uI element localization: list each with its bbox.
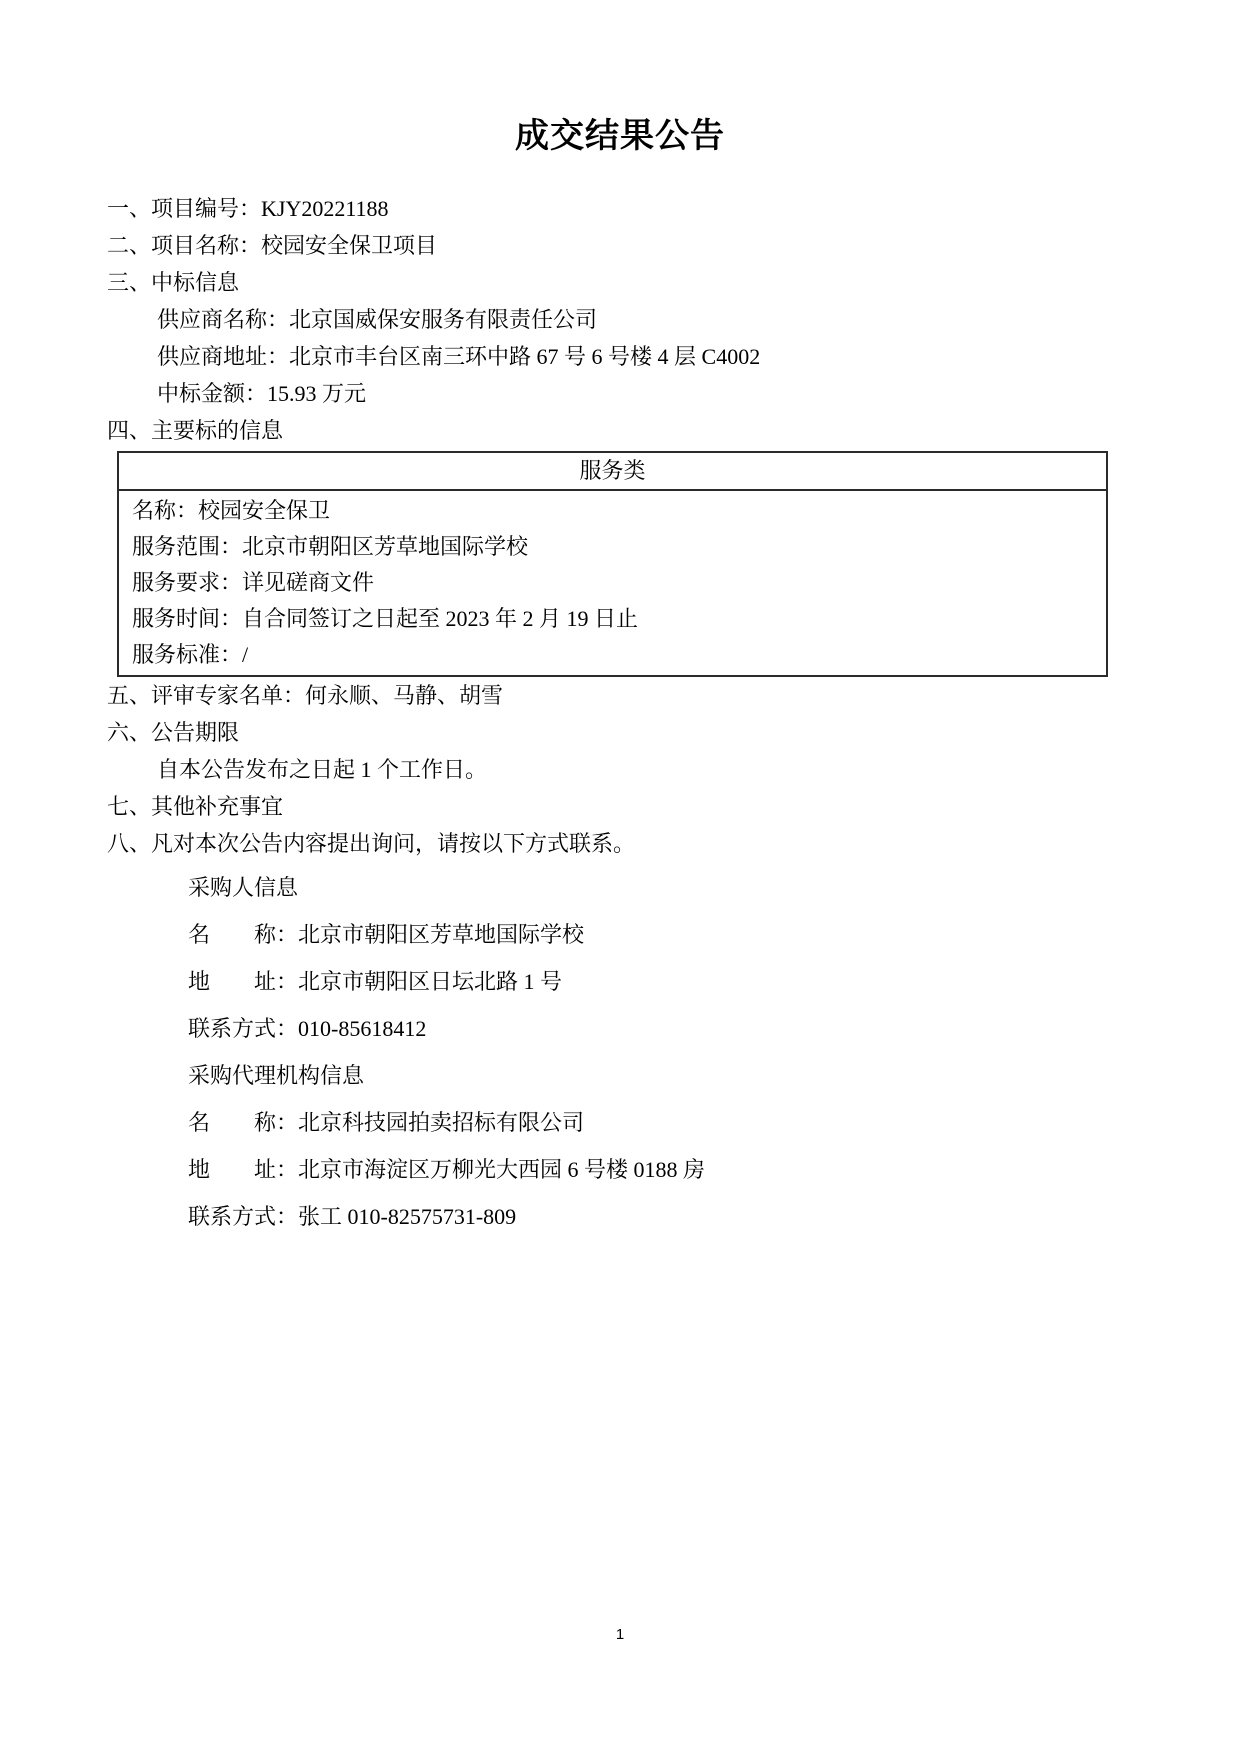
section-number: 八、 xyxy=(107,831,152,856)
award-amount: 15.93 万元 xyxy=(267,381,367,406)
supplier-address: 北京市丰台区南三环中路 67 号 6 号楼 4 层 C4002 xyxy=(289,344,761,369)
table-row xyxy=(132,601,1094,637)
table-row xyxy=(132,529,1094,565)
section-list-bottom xyxy=(107,677,1133,862)
supplier-address-line xyxy=(107,338,1133,375)
row-value: / xyxy=(242,642,249,667)
section-label: 项目编号： xyxy=(151,196,262,221)
section-four-heading xyxy=(107,412,1133,449)
field-label: 供应商地址： xyxy=(157,344,290,369)
supplier-name: 北京国威保安服务有限责任公司 xyxy=(289,307,598,332)
section-label: 项目名称： xyxy=(151,233,262,258)
section-heading: 中标信息 xyxy=(151,270,240,295)
field-label: 名 称： xyxy=(188,1110,299,1135)
section-label: 评审专家名单： xyxy=(151,683,306,708)
section-seven-heading xyxy=(107,788,1133,825)
field-label: 地 址： xyxy=(188,1157,299,1182)
section-number: 五、 xyxy=(107,683,152,708)
row-label: 服务时间： xyxy=(132,606,243,631)
purchaser-address-line xyxy=(188,958,1133,1005)
expert-list: 何永顺、马静、胡雪 xyxy=(305,683,504,708)
supplier-name-line xyxy=(107,301,1133,338)
section-number: 七、 xyxy=(107,794,152,819)
section-heading: 其他补充事宜 xyxy=(151,794,284,819)
section-five xyxy=(107,677,1133,714)
row-value: 校园安全保卫 xyxy=(198,498,331,523)
agency-heading: 采购代理机构信息 xyxy=(188,1063,365,1088)
section-number: 二、 xyxy=(107,233,152,258)
award-amount-line xyxy=(107,375,1133,412)
field-label: 供应商名称： xyxy=(157,307,290,332)
row-label: 服务范围： xyxy=(132,534,243,559)
row-label: 名称： xyxy=(132,498,199,523)
row-label: 服务标准： xyxy=(132,642,243,667)
contact-block xyxy=(107,864,1133,1240)
section-number: 三、 xyxy=(107,270,152,295)
purchaser-address: 北京市朝阳区日坛北路 1 号 xyxy=(298,969,563,994)
agency-name-line xyxy=(188,1099,1133,1146)
section-two xyxy=(107,227,1133,264)
announcement-period-line: 自本公告发布之日起 1 个工作日。 xyxy=(157,757,488,782)
agency-contact-line xyxy=(188,1193,1133,1240)
table-row xyxy=(132,565,1094,601)
section-one xyxy=(107,190,1133,227)
field-label: 地 址： xyxy=(188,969,299,994)
section-eight-heading xyxy=(107,825,1133,862)
table-row xyxy=(132,637,1094,673)
section-number: 四、 xyxy=(107,418,152,443)
page-number: 1 xyxy=(615,1626,625,1643)
section-number: 六、 xyxy=(107,720,152,745)
row-value: 北京市朝阳区芳草地国际学校 xyxy=(242,534,529,559)
main-lot-table xyxy=(117,451,1108,677)
purchaser-phone: 010-85618412 xyxy=(298,1016,427,1041)
row-value: 详见磋商文件 xyxy=(242,570,375,595)
field-label: 联系方式： xyxy=(188,1204,299,1229)
field-label: 中标金额： xyxy=(157,381,268,406)
table-row xyxy=(132,493,1094,529)
section-three-heading xyxy=(107,264,1133,301)
project-name: 校园安全保卫项目 xyxy=(261,233,438,258)
agency-address: 北京市海淀区万柳光大西园 6 号楼 0188 房 xyxy=(298,1157,706,1182)
section-number: 一、 xyxy=(107,196,152,221)
section-six-heading xyxy=(107,714,1133,751)
section-list-top xyxy=(107,190,1133,449)
lot-table-body xyxy=(119,491,1106,675)
purchaser-name-line xyxy=(188,911,1133,958)
field-label: 名 称： xyxy=(188,922,299,947)
agency-name: 北京科技园拍卖招标有限公司 xyxy=(298,1110,585,1135)
purchaser-contact-line xyxy=(188,1005,1133,1052)
purchaser-heading: 采购人信息 xyxy=(188,875,299,900)
section-heading: 公告期限 xyxy=(151,720,240,745)
document-title: 成交结果公告 xyxy=(515,118,725,155)
section-heading: 凡对本次公告内容提出询问，请按以下方式联系。 xyxy=(151,831,636,856)
row-value: 自合同签订之日起至 2023 年 2 月 19 日止 xyxy=(242,606,639,631)
section-heading: 主要标的信息 xyxy=(151,418,284,443)
project-code: KJY20221188 xyxy=(261,196,389,221)
lot-table-header: 服务类 xyxy=(119,453,1106,491)
agency-address-line xyxy=(188,1146,1133,1193)
agency-phone: 张工 010-82575731-809 xyxy=(298,1204,517,1229)
purchaser-name: 北京市朝阳区芳草地国际学校 xyxy=(298,922,585,947)
field-label: 联系方式： xyxy=(188,1016,299,1041)
row-label: 服务要求： xyxy=(132,570,243,595)
